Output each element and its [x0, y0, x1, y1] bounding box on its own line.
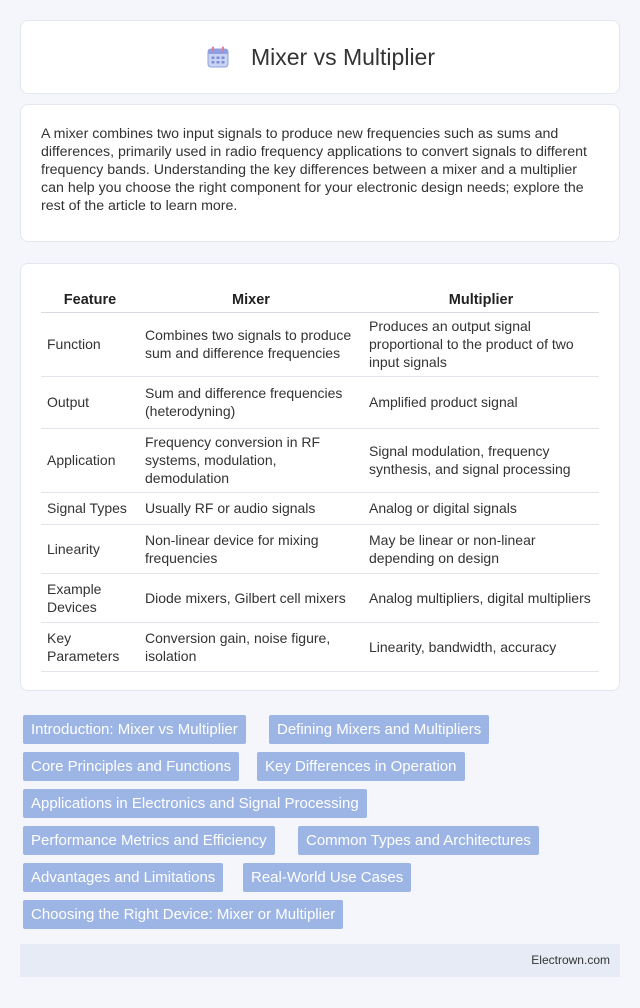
table-row	[41, 492, 599, 524]
title-card	[20, 20, 620, 94]
table-row	[41, 524, 599, 573]
footer	[20, 944, 620, 977]
table-cell-feature: Key Parameters	[41, 622, 139, 671]
topic-link-choosing[interactable]: Choosing the Right Device: Mixer or Multiplier	[23, 900, 343, 929]
table-row	[41, 573, 599, 622]
table-cell-mixer: Conversion gain, noise figure, isolation	[139, 622, 363, 671]
topic-link-core-principles[interactable]: Core Principles and Functions	[23, 752, 239, 781]
topic-link-advantages[interactable]: Advantages and Limitations	[23, 863, 223, 892]
table-cell-feature: Linearity	[41, 524, 139, 573]
calendar-icon	[205, 44, 231, 70]
table-cell-multiplier: Linearity, bandwidth, accuracy	[363, 622, 599, 671]
topic-link-key-differences[interactable]: Key Differences in Operation	[257, 752, 465, 781]
table-cell-multiplier: Analog or digital signals	[363, 492, 599, 524]
table-cell-multiplier: Produces an output signal proportional to the product of two input signals	[363, 312, 599, 376]
topic-link-common-types[interactable]: Common Types and Architectures	[298, 826, 539, 855]
table-cell-mixer: Sum and difference frequencies (heterodyning)	[139, 376, 363, 428]
table-cell-feature: Example Devices	[41, 573, 139, 622]
table-cell-multiplier: Signal modulation, frequency synthesis, and signal processing	[363, 428, 599, 492]
table-row	[41, 428, 599, 492]
topic-link-performance[interactable]: Performance Metrics and Efficiency	[23, 826, 275, 855]
column-header-feature: Feature	[41, 284, 139, 312]
column-header-mixer: Mixer	[139, 284, 363, 312]
table-cell-multiplier: Amplified product signal	[363, 376, 599, 428]
topic-link-introduction[interactable]: Introduction: Mixer vs Multiplier	[23, 715, 246, 744]
table-cell-mixer: Usually RF or audio signals	[139, 492, 363, 524]
comparison-table-card	[20, 263, 620, 691]
topic-link-use-cases[interactable]: Real-World Use Cases	[243, 863, 411, 892]
table-row	[41, 376, 599, 428]
table-cell-feature: Function	[41, 312, 139, 376]
topic-link-defining[interactable]: Defining Mixers and Multipliers	[269, 715, 489, 744]
table-cell-mixer: Diode mixers, Gilbert cell mixers	[139, 573, 363, 622]
table-cell-multiplier: May be linear or non-linear depending on design	[363, 524, 599, 573]
intro-paragraph: A mixer combines two input signals to produce new frequencies such as sums and differences, primarily used in radio frequency applications to convert signals to different frequency bands. Understanding the key differences between a mixer and a multiplier can help you choose the right component for your electronic design needs; explore the rest of the article to learn more.	[41, 126, 587, 214]
intro-card	[20, 104, 620, 242]
table-cell-multiplier: Analog multipliers, digital multipliers	[363, 573, 599, 622]
table-cell-feature: Application	[41, 428, 139, 492]
footer-site-name[interactable]: Electrown.com	[531, 953, 610, 967]
table-cell-mixer: Frequency conversion in RF systems, modulation, demodulation	[139, 428, 363, 492]
table-cell-feature: Signal Types	[41, 492, 139, 524]
table-cell-mixer: Combines two signals to produce sum and difference frequencies	[139, 312, 363, 376]
comparison-table	[41, 284, 599, 672]
table-header-row	[41, 284, 599, 312]
page-title: Mixer vs Multiplier	[250, 43, 436, 70]
column-header-multiplier: Multiplier	[363, 284, 599, 312]
table-row	[41, 312, 599, 376]
table-cell-mixer: Non-linear device for mixing frequencies	[139, 524, 363, 573]
table-row	[41, 622, 599, 671]
topic-link-applications[interactable]: Applications in Electronics and Signal Processing	[23, 789, 367, 818]
table-cell-feature: Output	[41, 376, 139, 428]
